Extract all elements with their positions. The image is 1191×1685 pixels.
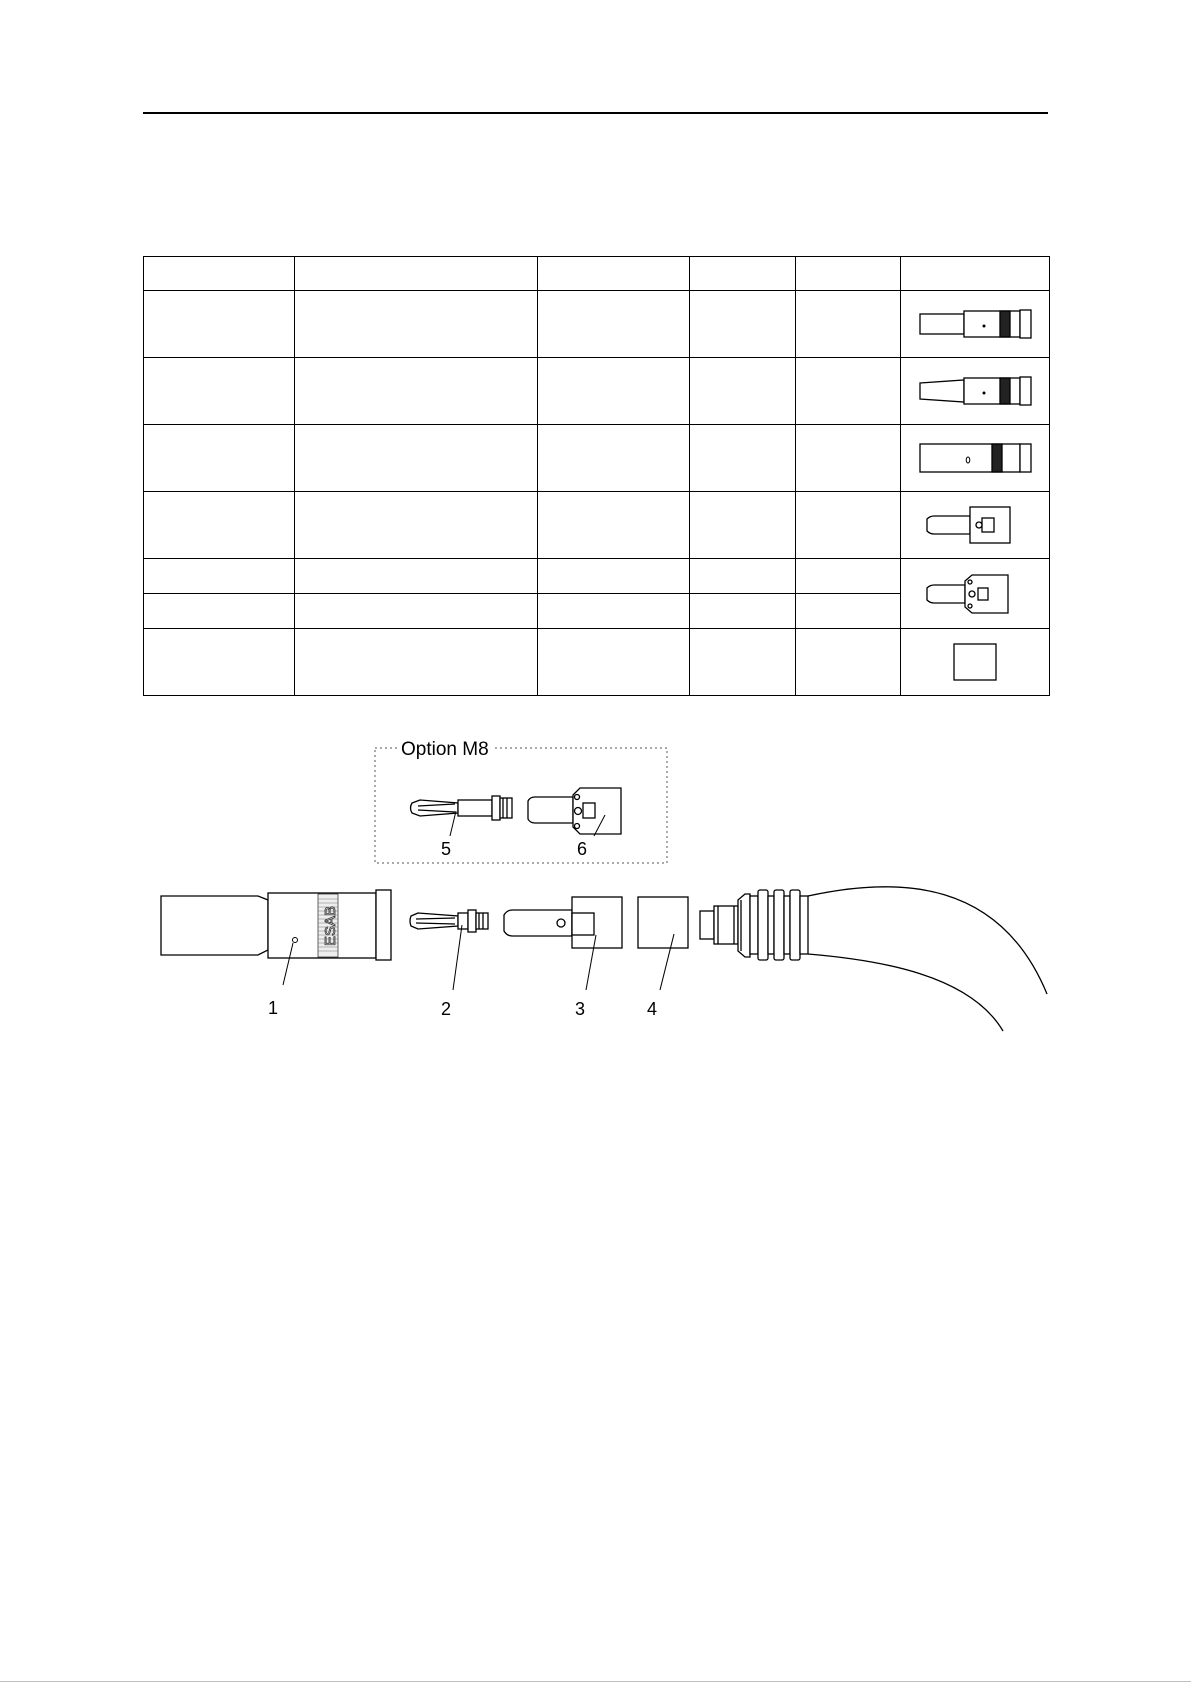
insulator — [638, 897, 688, 948]
cable-upper-edge — [808, 887, 1047, 994]
cable-lower-edge — [808, 954, 1003, 1031]
nozzle-logo: ESAB — [322, 905, 339, 947]
gas-diffuser-m8 — [528, 788, 621, 834]
nozzle-gas-hole — [293, 938, 298, 943]
gas-diffuser — [504, 897, 622, 948]
callout-1: 1 — [268, 998, 279, 1018]
callout-4: 4 — [647, 999, 658, 1019]
contact-tip-m8 — [411, 796, 513, 820]
contact-tip — [410, 910, 488, 932]
callout-6: 6 — [577, 839, 588, 859]
callout-5: 5 — [441, 839, 452, 859]
callout-3: 3 — [575, 999, 586, 1019]
option-m8-label: Option M8 — [401, 739, 489, 760]
footer-rule — [0, 1681, 1191, 1682]
gas-nozzle — [161, 890, 391, 960]
callout-2: 2 — [441, 999, 452, 1019]
torch-neck — [700, 890, 808, 960]
